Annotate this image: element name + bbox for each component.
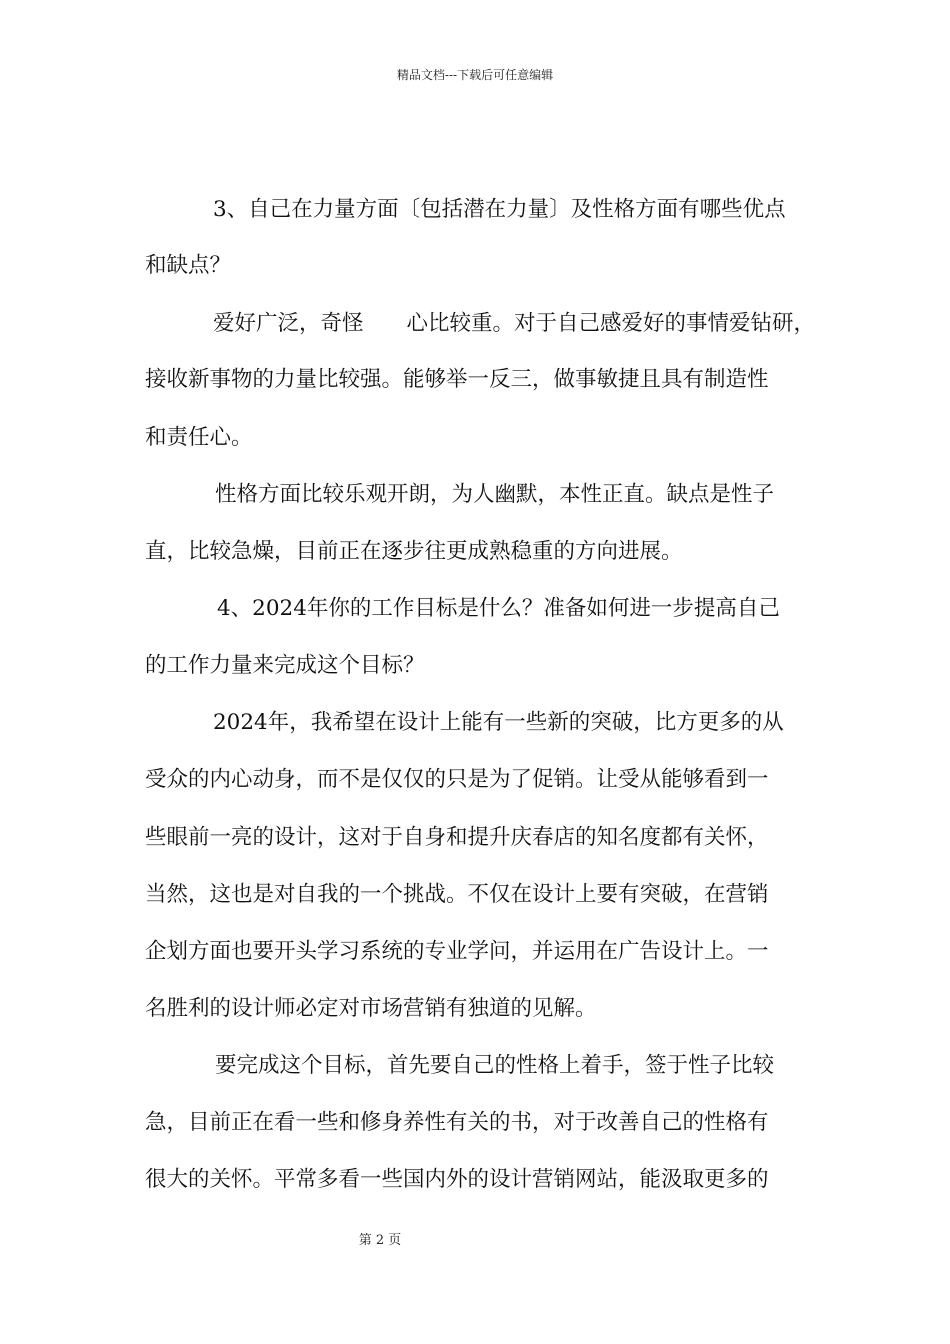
- text-line: 4、2024年你的工作目标是什么？准备如何进一步提高自己: [217, 596, 780, 621]
- text-line: 要完成这个目标，首先要自己的性格上着手，签于性子比较: [215, 1053, 775, 1078]
- text-line: 的工作力量来完成这个目标？: [145, 653, 425, 678]
- text-line: 急，目前正在看一些和修身养性有关的书，对于改善自己的性格有: [145, 1110, 769, 1135]
- text-line: 当然，这也是对自我的一个挑战。不仅在设计上要有突破，在营销: [145, 882, 769, 907]
- text-line: 和责任心。: [145, 425, 253, 450]
- text-line: 2024年，我希望在设计上能有一些新的突破，比方更多的从: [213, 710, 784, 735]
- page-header: 精品文档---下载后可任意编辑: [396, 68, 554, 82]
- text-line: 和缺点？: [145, 253, 232, 278]
- text-line: 性格方面比较乐观开朗，为人幽默，本性正直。缺点是性子: [215, 482, 775, 507]
- page-number: 第 2 页: [358, 1233, 402, 1248]
- text-line: 受众的内心动身，而不是仅仅的只是为了促销。让受从能够看到一: [145, 767, 769, 792]
- text-line: 爱好广泛，奇怪 心比较重。对于自己感爱好的事情爱钻研，: [213, 311, 816, 336]
- text-line: 些眼前一亮的设计，这对于自身和提升庆春店的知名度都有关怀，: [145, 825, 769, 850]
- text-line: 接收新事物的力量比较强。能够举一反三，做事敏捷且具有制造性: [145, 367, 769, 392]
- text-line: 名胜利的设计师必定对市场营销有独道的见解。: [145, 996, 597, 1021]
- text-line: 3、自己在力量方面〔包括潜在力量〕及性格方面有哪些优点: [213, 197, 786, 222]
- text-line: 直，比较急燥，目前正在逐步往更成熟稳重的方向进展。: [145, 539, 683, 564]
- text-line: 企划方面也要开头学习系统的专业学问，并运用在广告设计上。一: [145, 939, 769, 964]
- text-line: 很大的关怀。平常多看一些国内外的设计营销网站，能汲取更多的: [145, 1167, 769, 1192]
